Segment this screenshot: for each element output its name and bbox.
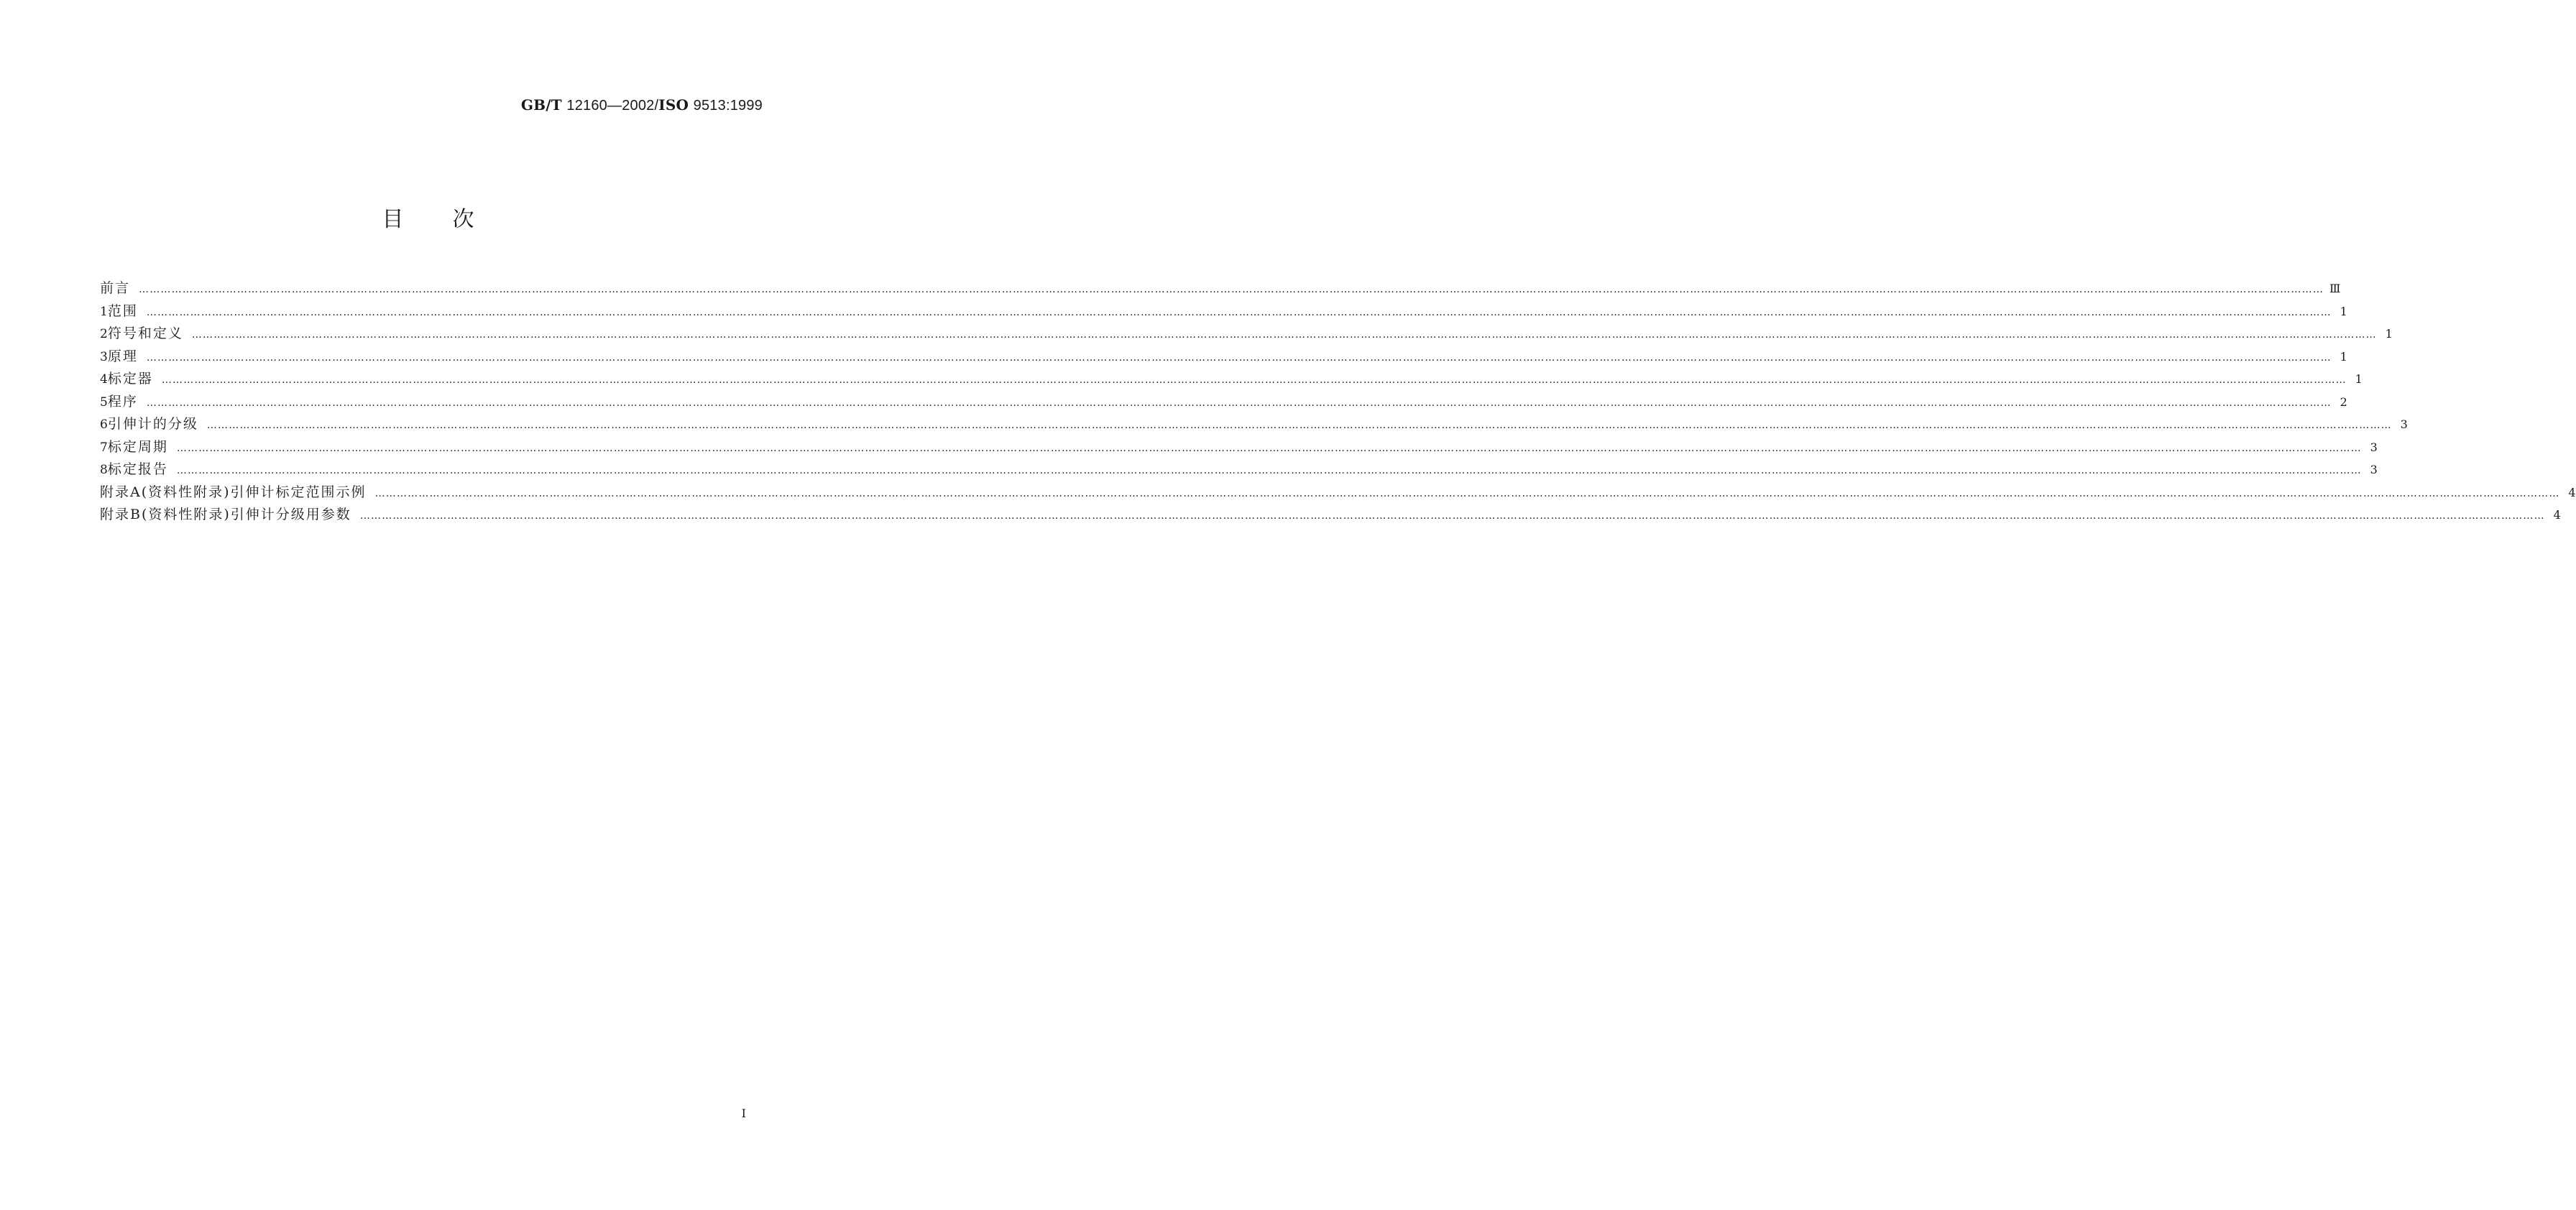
- table-of-contents: [100, 277, 2576, 527]
- toc-entry[interactable]: [100, 481, 2576, 504]
- toc-entry[interactable]: [100, 300, 2347, 323]
- iso-number: 9513:1999: [693, 98, 763, 114]
- toc-entry-page: Ⅲ: [2329, 282, 2341, 295]
- toc-entry-page: 3: [2400, 417, 2408, 431]
- toc-entry-label: 标定报告: [107, 461, 168, 477]
- toc-dot-leader: ……………………………………………………………………………………………………………………………………………………………………………………………………………………………………………………………………………………………………………………………………………………………………………………………………………………………………………………………………………………………………………………………………………………: [161, 374, 2347, 386]
- toc-entry-page: 2: [2340, 394, 2347, 409]
- toc-dot-leader: ……………………………………………………………………………………………………………………………………………………………………………………………………………………………………………………………………………………………………………………………………………………………………………………………………………………………………………………………………………………………………………………………………………………: [374, 487, 2560, 499]
- toc-entry-number: 2: [100, 327, 108, 341]
- toc-dot-leader: ……………………………………………………………………………………………………………………………………………………………………………………………………………………………………………………………………………………………………………………………………………………………………………………………………………………………………………………………………………………………………………………………………………………: [139, 284, 2324, 295]
- toc-entry-number: 5: [100, 394, 108, 410]
- toc-entry-number: 1: [100, 304, 108, 319]
- toc-entry-page: 1: [2385, 327, 2393, 341]
- iso-prefix: ISO: [658, 96, 689, 114]
- standard-code-header: [521, 96, 763, 114]
- toc-entry-number: 3: [100, 349, 108, 364]
- toc-entry-label: 附录B(资料性附录): [100, 507, 231, 522]
- toc-entry-label: 标定周期: [107, 438, 168, 455]
- toc-entry-page: 1: [2340, 349, 2347, 364]
- std-prefix: GB/T: [520, 96, 562, 114]
- toc-entry[interactable]: [100, 436, 2378, 459]
- toc-entry-page: 1: [2355, 372, 2363, 386]
- toc-entry[interactable]: [100, 504, 2561, 527]
- toc-dot-leader: ……………………………………………………………………………………………………………………………………………………………………………………………………………………………………………………………………………………………………………………………………………………………………………………………………………………………………………………………………………………………………………………………………………………: [146, 351, 2332, 364]
- toc-entry[interactable]: [100, 391, 2347, 414]
- toc-entry-subtitle: 引伸计分级用参数: [230, 507, 351, 522]
- toc-entry-number: 6: [100, 417, 108, 432]
- toc-entry-label: 符号和定义: [107, 325, 183, 341]
- toc-entry[interactable]: [100, 323, 2393, 346]
- toc-entry-label: 前言: [100, 280, 131, 296]
- toc-dot-leader: ……………………………………………………………………………………………………………………………………………………………………………………………………………………………………………………………………………………………………………………………………………………………………………………………………………………………………………………………………………………………………………………………………………………: [191, 329, 2377, 341]
- toc-entry-label: 范围: [107, 302, 138, 319]
- std-number: 12160—2002/: [566, 98, 659, 114]
- toc-entry-page: 1: [2340, 304, 2347, 318]
- toc-entry-page: 4: [2553, 508, 2561, 522]
- toc-entry-label: 程序: [107, 393, 138, 410]
- toc-entry-label: 标定器: [107, 371, 153, 387]
- page-number: I: [741, 1107, 746, 1120]
- toc-entry-label: 附录A(资料性附录): [100, 484, 231, 500]
- toc-dot-leader: ……………………………………………………………………………………………………………………………………………………………………………………………………………………………………………………………………………………………………………………………………………………………………………………………………………………………………………………………………………………………………………………………………………………: [176, 442, 2362, 454]
- toc-entry-subtitle: 引伸计标定范围示例: [230, 484, 367, 500]
- toc-entry-number: 8: [100, 463, 108, 477]
- toc-dot-leader: ……………………………………………………………………………………………………………………………………………………………………………………………………………………………………………………………………………………………………………………………………………………………………………………………………………………………………………………………………………………………………………………………………………………: [206, 420, 2392, 431]
- toc-dot-leader: ……………………………………………………………………………………………………………………………………………………………………………………………………………………………………………………………………………………………………………………………………………………………………………………………………………………………………………………………………………………………………………………………………………………: [359, 510, 2545, 522]
- toc-entry[interactable]: [100, 413, 2408, 436]
- toc-entry-label: 引伸计的分级: [107, 416, 198, 432]
- toc-entry[interactable]: [100, 458, 2378, 481]
- toc-entry-page: 4: [2568, 485, 2576, 499]
- toc-entry-number: 4: [100, 372, 108, 387]
- toc-entry-number: 7: [100, 440, 108, 455]
- toc-entry-page: 3: [2370, 463, 2378, 476]
- toc-dot-leader: ……………………………………………………………………………………………………………………………………………………………………………………………………………………………………………………………………………………………………………………………………………………………………………………………………………………………………………………………………………………………………………………………………………………: [176, 465, 2362, 476]
- toc-entry-label: 原理: [107, 348, 138, 364]
- toc-entry[interactable]: [100, 346, 2347, 369]
- toc-entry[interactable]: [100, 368, 2363, 391]
- toc-dot-leader: ……………………………………………………………………………………………………………………………………………………………………………………………………………………………………………………………………………………………………………………………………………………………………………………………………………………………………………………………………………………………………………………………………………………: [146, 397, 2332, 409]
- toc-entry[interactable]: [100, 277, 2341, 300]
- toc-entry-page: 3: [2370, 440, 2378, 454]
- toc-title: 目次: [382, 207, 523, 232]
- toc-dot-leader: ……………………………………………………………………………………………………………………………………………………………………………………………………………………………………………………………………………………………………………………………………………………………………………………………………………………………………………………………………………………………………………………………………………………: [146, 306, 2332, 318]
